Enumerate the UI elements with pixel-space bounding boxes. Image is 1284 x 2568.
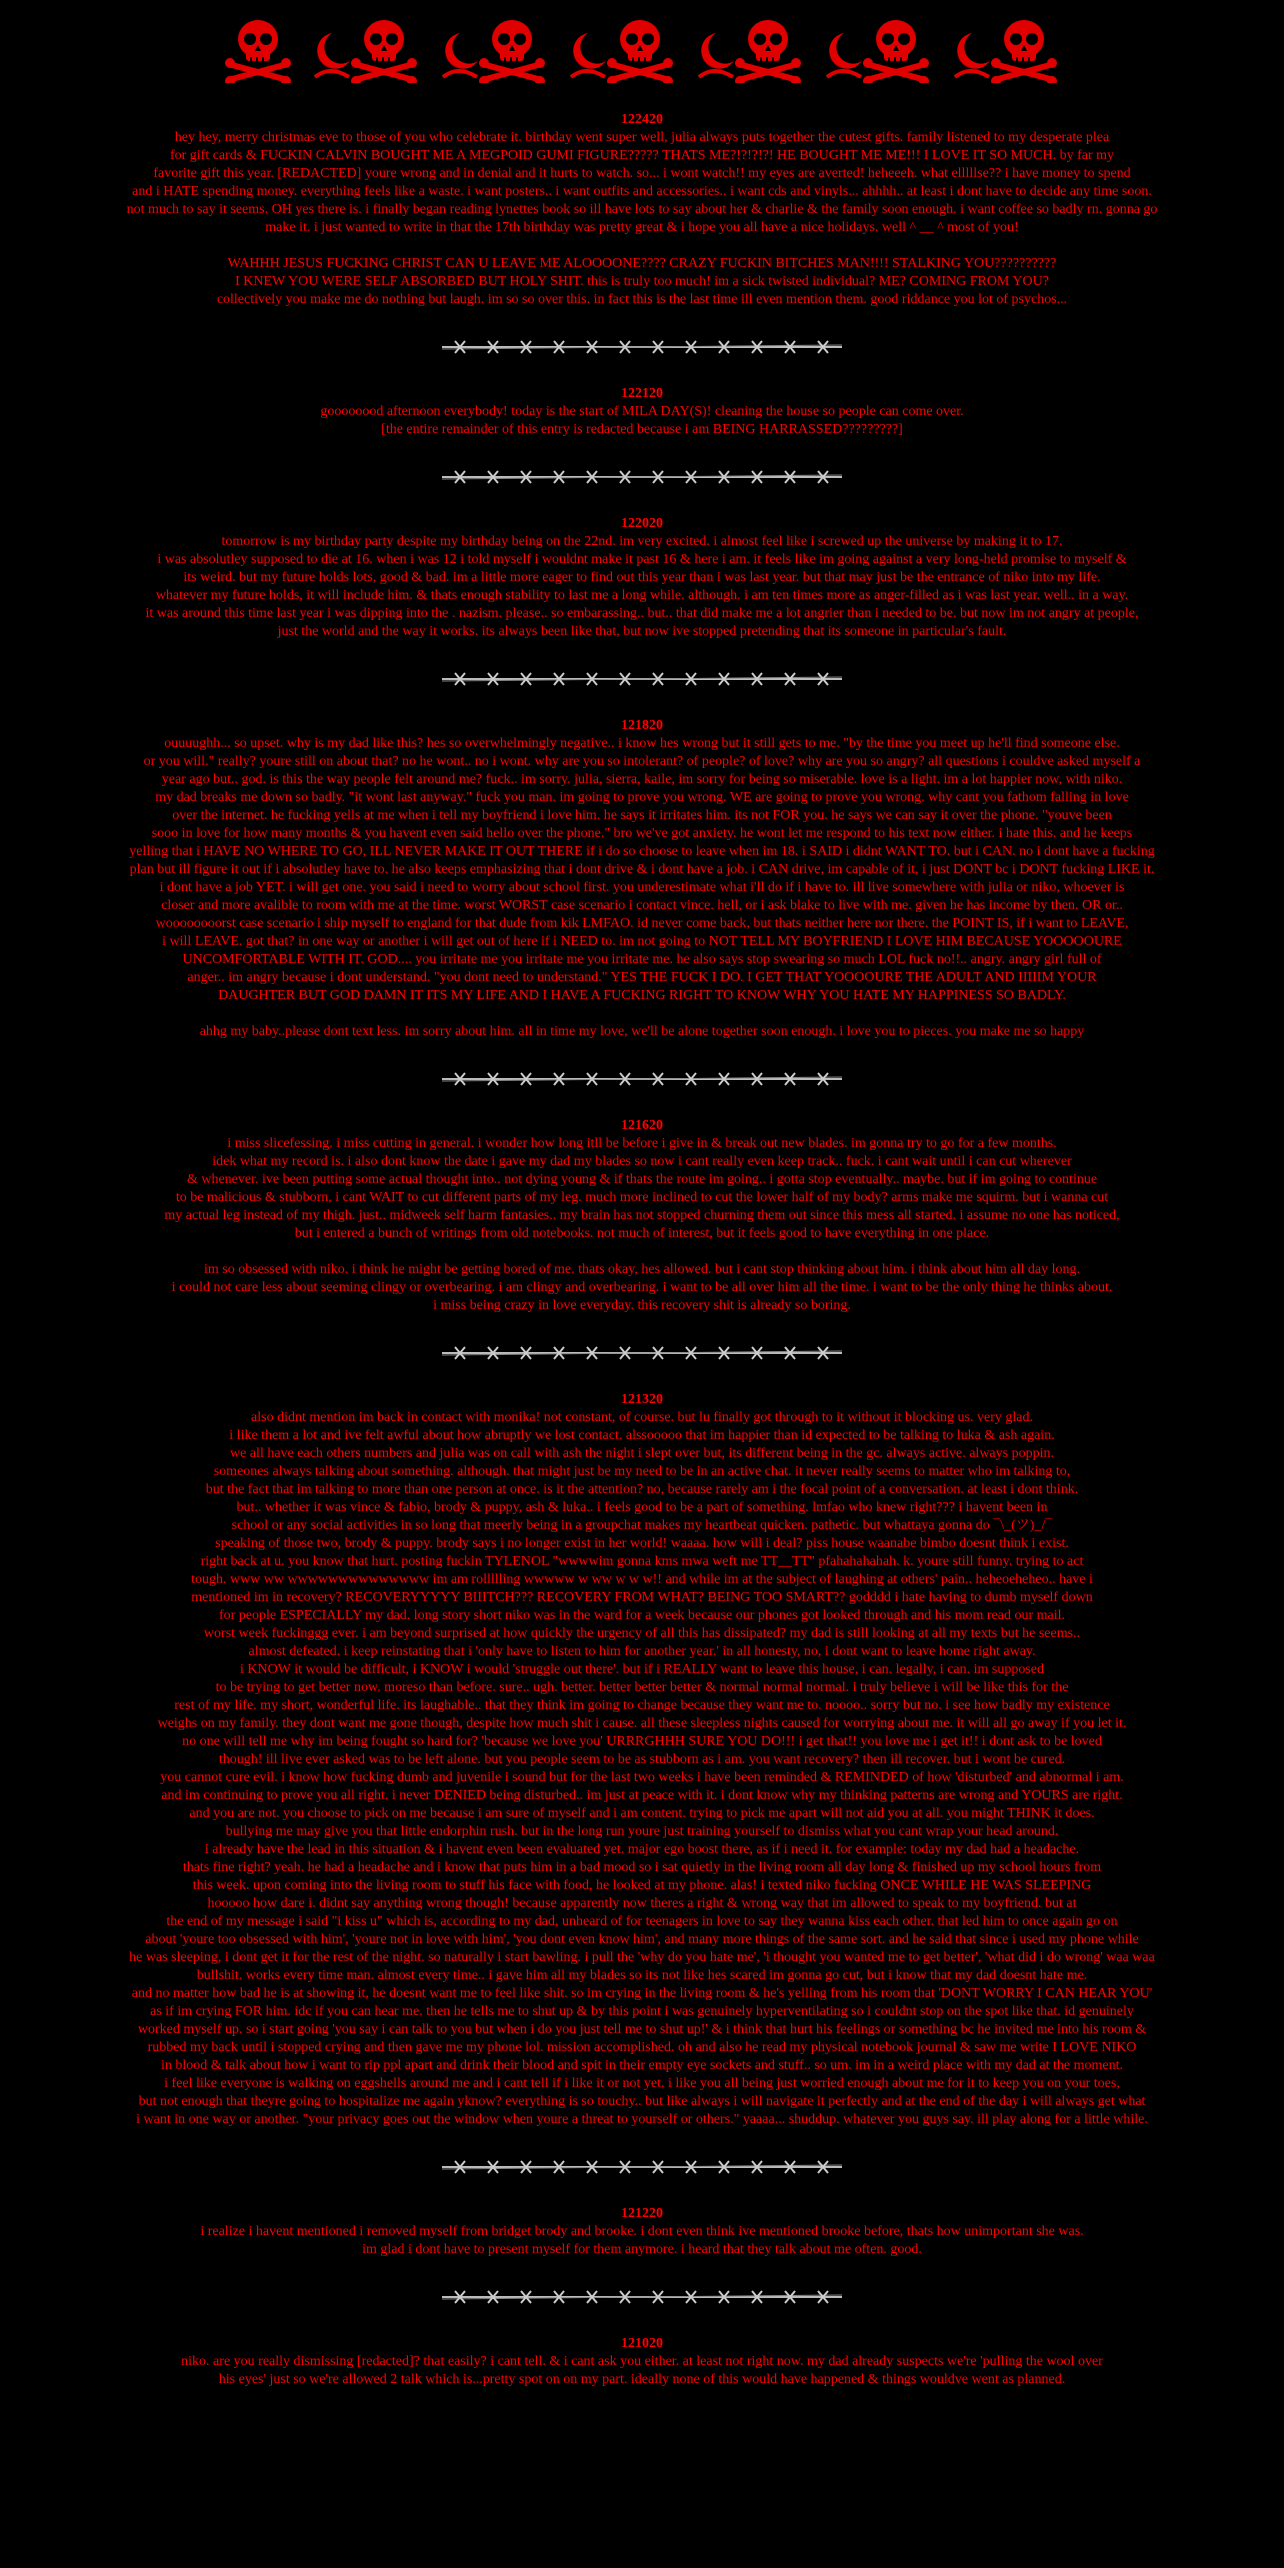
entry-line: i realize i havent mentioned i removed myself from bridget brody and brooke. i dont even think ive mentioned brooke before, thats how unimportant she was. [200, 2224, 1084, 2239]
entry-line: collectively you make me do nothing but laugh. im so so over this. in fact this is the last time ill even mention them. good riddance you lot of psychos... [216, 292, 1068, 307]
skull-icon [434, 13, 554, 83]
entry-line: my dad breaks me down so badly. "it wont last anyway." fuck you man. im going to prove you wrong. WE are going to prove you wrong. why cant you fathom falling in love [155, 790, 1129, 805]
entry-line: it was around this time last year i was dipping into the . nazism. please.. so embarassing.. but.. that did make me a lot angrier than i needed to be. but now im not angry at people, [145, 606, 1139, 621]
entry-line: i feel like everyone is walking on eggshells around me and i cant tell if i like it or not yet. i like you all being just worried enough about me for it to keep you on your toes, [164, 2076, 1120, 2091]
entry-date: 121320 [621, 1392, 663, 1407]
entry-line: i will LEAVE. got that? in one way or another i will get out of here if i NEED to. im not going to NOT TELL MY BOYFRIEND I LOVE HIM BECAUSE YOOOOOURE [162, 934, 1122, 949]
entry-line: make it. i just wanted to write in that the 17th birthday was pretty great & i hope you all have a nice holidays. well ^ __ ^ most of you! [265, 220, 1019, 235]
barbed-wire-divider [0, 467, 1284, 487]
entry-line: the end of my message i said "i kiss u" which is, according to my dad, unheard of for teenagers in love to say they wanna kiss each other. that led him to once again go on [166, 1914, 1118, 1929]
entry-line: tough. www ww wwwwwwwwwwwwww im am rollllling wwwww w ww w w w!! and while im at the subject of laughing at others' pain.. heheoeheheo.. have i [191, 1572, 1093, 1587]
entry-line: I KNEW YOU WERE SELF ABSORBED BUT HOLY SHIT. this is truly too much! im a sick twisted individual? ME? COMING FROM YOU? [235, 274, 1049, 289]
entry-line: bullshit. works every time man. almost every time.. i gave him all my blades so its not like hes scared im gonna go cut, but i know that my dad doesnt hate me. [196, 1968, 1088, 1983]
entry-line: his eyes' just so we're allowed 2 talk which is...pretty spot on on my part. ideally none of this would have happened & things wouldve went as planned. [218, 2372, 1066, 2387]
entry-line: and you are not. you choose to pick on me because i am sure of myself and i am content. trying to pick me apart will not aid you at all. you might THINK it does. [189, 1806, 1095, 1821]
entry-line: closer and more avalible to room with me at the time. worst WORST case scenario i contact vince. hell, or i ask blake to live with me. given he has income by then. OR or.. [161, 898, 1123, 913]
entry-line: weighs on my family. they dont want me gone though, despite how much shit i cause. all these sleepless nights caused for worrying about me. it will all go away if you let it. [157, 1716, 1127, 1731]
journal-entry [0, 515, 1284, 641]
entry-line: not much to say it seems. OH yes there is. i finally began reading lynettes book so ill have lots to say about her & charlie & the family soon enough. i want coffee so badly rn. gonna go [126, 202, 1158, 217]
entry-date: 121620 [621, 1118, 663, 1133]
entry-line: someones always talking about something. although. that might just be my need to be in an active chat. it never really seems to matter who im talking to, [213, 1464, 1071, 1479]
barbed-wire-divider [0, 1069, 1284, 1089]
entry-line: right back at u. you know that hurt. posting fuckin TYLENOL "wwwwim gonna kms mwa weft me TT__TT" pfahahahahah. k. youre still funny. trying to act [200, 1554, 1084, 1569]
entry-line: sooo in love for how many months & you havent even said hello over the phone." bro we've got anxiety. he wont let me respond to his text now either. i hate this. and he keeps [151, 826, 1133, 841]
entry-line: to be trying to get better now. moreso than before. sure.. ugh. better. better better better & normal normal normal. i truly believe i will be like this for the [215, 1680, 1069, 1695]
entry-line: this week. upon coming into the living room to stuff his face with food, he looked at my phone. alas! i texted niko fucking ONCE WHILE HE WAS SLEEPING [192, 1878, 1092, 1893]
entry-line: you cannot cure evil. i know how fucking dumb and juvenile i sound but for the last two weeks i have been reminded & REMINDED of how 'disturbed' and abnormal i am. [160, 1770, 1124, 1785]
entry-line: worst week fuckinggg ever. i am beyond surprised at how quickly the urgency of all this has dissipated? my dad is still looking at all my texts but he seems.. [203, 1626, 1081, 1641]
entry-body [0, 2353, 1284, 2389]
entry-line: rubbed my back until i stopped crying and then gave me my phone lol. mission accomplished. oh and also he read my physical notebook journal & saw me write I LOVE NIKO [147, 2040, 1137, 2055]
skull-icon [306, 13, 426, 83]
entry-line: but the fact that im talking to more than one person at once. is it the attention? no, because rarely am i the focal point of a conversation. at least i dont think. [205, 1482, 1079, 1497]
entry-line: DAUGHTER BUT GOD DAMN IT ITS MY LIFE AND I HAVE A FUCKING RIGHT TO KNOW WHY YOU HATE MY HAPPINESS SO BADLY. [218, 988, 1066, 1003]
entry-line: to be malicious & stubborn, i cant WAIT to cut different parts of my leg. much more inclined to cut the lower half of my body? arms make me squirm. but i wanna cut [175, 1190, 1109, 1205]
entry-line: its weird. but my future holds lots, good & bad. im a little more eager to find out this year than i was last year. but that may just be the entrance of niko into my life. [183, 570, 1101, 585]
entry-line: im glad i dont have to present myself for them anymore. i heard that they talk about me often. good. [362, 2242, 922, 2257]
entry-line: over the internet. he fucking yells at me when i tell my boyfriend i love him. he says it irritates him. its not FOR you. he says we can say it over the phone. "youve been [172, 808, 1112, 823]
entry-line: for people ESPECIALLY my dad. long story short niko was in the ward for a week because our phones got looked through and his mom read our mail. [218, 1608, 1066, 1623]
entry-line: anger.. im angry because i dont understand. "you dont need to understand." YES THE FUCK I DO. I GET THAT YOOOOURE THE ADULT AND IIIIIM YOUR [187, 970, 1097, 985]
entry-line: ouuuughh... so upset. why is my dad like this? hes so overwhelmingly negative.. i know hes wrong but it still gets to me. "by the time you meet up he'll find someone else. [164, 736, 1120, 751]
skull-icon [218, 13, 298, 83]
entry-line: WAHHH JESUS FUCKING CHRIST CAN U LEAVE ME ALOOOONE???? CRAZY FUCKIN BITCHES MAN!!!! STALKING YOU?????????? [227, 256, 1057, 271]
entry-line: bullying me may give you that little endorphin rush. but in the long run youre just training yourself to dismiss what you cant wrap your head around. [225, 1824, 1059, 1839]
entry-line: UNCOMFORTABLE WITH IT. GOD.... you irritate me you irritate me you irritate me. he also says stop swearing so much LOL fuck no!!.. angry. angry girl full of [182, 952, 1102, 967]
entry-line: school or any social activities in so long that meerly being in a groupchat makes my heartbeat quicken. pathetic. but whattaya gonna do ¯\_(ツ)_/¯ [231, 1518, 1053, 1533]
journal-entry [0, 1117, 1284, 1315]
entry-line: mentioned im in recovery? RECOVERYYYYY BIIITCH??? RECOVERY FROM WHAT? BEING TOO SMART?? godddd i hate having to dumb myself down [191, 1590, 1093, 1605]
entry-line: i like them a lot and ive felt awful about how abruptly we lost contact. alssooooo that im happier than id expected to be talking to luka & ash again. [229, 1428, 1055, 1443]
entry-line: favorite gift this year. [REDACTED] youre wrong and in denial and it hurts to watch. so... i wont watch!! my eyes are averted! heheeeh. what elllllse?? i have money to spend [153, 166, 1131, 181]
entry-line: about 'youre too obsessed with him', 'youre not in love with him', 'you dont even know him', and many more things of the same sort. and he said that since i used my phone while [145, 1932, 1139, 1947]
entry-line: niko. are you really dismissing [redacted]? that easily? i cant tell. & i cant ask you either. at least not right now. my dad already suspects we're 'pulling the wool over [181, 2354, 1103, 2369]
entry-line: idek what my record is. i also dont know the date i gave my dad my blades so now i cant really even keep track.. fuck. i cant wait until i can cut wherever [212, 1154, 1072, 1169]
entry-line: i dont have a job YET. i will get one. you said i need to worry about school first. you underestimate what i'll do if i have to. ill live somewhere with julia or niko, whoever is [159, 880, 1125, 895]
entry-body [0, 1135, 1284, 1315]
entry-line: and no matter how bad he is at showing it, he doesnt want me to feel like shit. so im crying in the living room & he's yelling from his room that 'DONT WORRY I CAN HEAR YOU' [131, 1986, 1153, 2001]
entry-line: i was absolutley supposed to die at 16. when i was 12 i told myself i wouldnt make it past 16 & here i am. it feels like im going against a very long-held promise to myself & [157, 552, 1127, 567]
entry-body [0, 403, 1284, 439]
entry-line: and im continuing to prove you all right. i never DENIED being disturbed.. im just at peace with it. i dont know why my thinking patterns are wrong and YOURS are right. [161, 1788, 1123, 1803]
entry-line: but i entered a bunch of writings from old notebooks. not much of interest, but it feels good to have everything in one place. [294, 1226, 990, 1241]
entry-line: also didnt mention im back in contact with monika! not constant, of course. but lu finally got through to it without it blocking us. very glad. [251, 1410, 1033, 1425]
entry-date: 122120 [621, 386, 663, 401]
entry-line: i want in one way or another. "your privacy goes out the window when youre a threat to yourself or others." yaaaa... shuddup. whatever you guys say. ill play along for a little while. [136, 2112, 1148, 2127]
entry-line: [the entire remainder of this entry is redacted because i am BEING HARRASSED?????????] [381, 422, 903, 437]
entry-date: 121020 [621, 2336, 663, 2351]
entry-line: almost defeated. i keep reinstating that i 'only have to listen to him for another year.' in all honesty, no, i dont want to leave home right away. [248, 1644, 1036, 1659]
entry-body [0, 533, 1284, 641]
skull-banner [0, 0, 1284, 95]
entry-line: speaking of those two, brody & puppy. brody says i no longer exist in her world! waaaa. how will i deal? piss house waanabe bimbo doesnt think i exist. [215, 1536, 1069, 1551]
entry-line: whatever my future holds, it will include him. & thats enough stability to last me a long while. although. i am ten times more as anger-filled as i was last year. well.. in a way. [155, 588, 1129, 603]
entry-line: rest of my life. my short, wonderful life. its laughable.. that they think im going to change because they want me to. noooo.. sorry but no. i see how badly my existence [174, 1698, 1110, 1713]
barbed-wire-divider [0, 669, 1284, 689]
entry-body [0, 735, 1284, 1041]
entries-list [0, 111, 1284, 2389]
entry-line: i miss being crazy in love everyday. this recovery shit is already so boring. [433, 1298, 851, 1313]
barbed-wire-divider [0, 1343, 1284, 1363]
entry-line: my actual leg instead of my thigh. just.. midweek self harm fantasies.. my brain has not stopped churning them out since this mess all started. i assume no one has noticed, [164, 1208, 1120, 1223]
entry-line: i could not care less about seeming clingy or overbearing. i am clingy and overbearing. i want to be all over him all the time. i want to be the only thing he thinks about. [171, 1280, 1113, 1295]
entry-line: and i HATE spending money. everything feels like a waste. i want posters.. i want outfits and accessories.. i want cds and vinyls... ahhhh.. at least i dont have to decide any time soon. [132, 184, 1152, 199]
barbed-wire-divider [0, 337, 1284, 357]
entry-line: just the world and the way it works. its always been like that, but now ive stopped pretending that its someone in particular's fault. [277, 624, 1007, 639]
entry-line: i KNOW it would be difficult, i KNOW i would 'struggle out there'. but if i REALLY want to leave this house, i can. legally, i can. im supposed [240, 1662, 1044, 1677]
entry-line: hey hey, merry christmas eve to those of you who celebrate it. birthday went super well, julia always puts together the cutest gifts. family listened to my desperate plea [174, 130, 1110, 145]
journal-entry [0, 2205, 1284, 2259]
entry-line: but.. whether it was vince & fabio, brody & puppy, ash & luka.. i feels good to be a part of something. lmfao who knew right??? i havent been in [236, 1500, 1048, 1515]
entry-date: 122020 [621, 516, 663, 531]
entry-line: we all have each others numbers and julia was on call with ash the night i slept over but, its different being in the gc. always active. always poppin. [230, 1446, 1054, 1461]
entry-line: in blood & talk about how i want to rip ppl apart and drink their blood and spit in their empty eye sockets and stuff.. so um. im in a weird place with my dad at the moment. [160, 2058, 1124, 2073]
entry-line: im so obsessed with niko. i think he might be getting bored of me. thats okay, hes allowed. but i cant stop thinking about him. i think about him all day long. [204, 1262, 1080, 1277]
entry-body [0, 129, 1284, 309]
entry-line: but not enough that theyre going to hospitalize me again yknow? everything is so touchy.. but like always i will navigate it perfectly and at the end of the day i will always get what [138, 2094, 1146, 2109]
barbed-wire-divider [0, 2287, 1284, 2307]
entry-line: i miss slicefessing. i miss cutting in general. i wonder how long itll be before i give in & break out new blades. im gonna try to go for a few months. [227, 1136, 1057, 1151]
entry-line: woooooooorst case scenario i ship myself to england for that dude from kik LMFAO. id never come back, but thats neither here nor there. the POINT IS, if i want to LEAVE, [155, 916, 1129, 931]
entry-line: as if im crying FOR him. idc if you can hear me. then he tells me to shut up & by this point i was genuinely hyperventilating so i couldnt stop on the spot like that. id genuinely [150, 2004, 1134, 2019]
entry-line: i already have the lead in this situation & i havent even been evaluated yet. major ego boost there, as if i need it. for example: today my dad had a headache. [204, 1842, 1080, 1857]
entry-line: though! ill live ever asked was to be left alone. but you people seem to be as stubborn as i am. you want recovery? then ill recover. but i wont be cured. [218, 1752, 1066, 1767]
entry-line: or you will." really? youre still on about that? no he wont.. no i wont. why are you so intolerant? of people? of love? why are you so angry? all questions i couldve asked myself a [143, 754, 1141, 769]
journal-entry [0, 2335, 1284, 2389]
entry-line: goooooood afternoon everybody! today is the start of MILA DAY(S)! cleaning the house so people can come over. [320, 404, 964, 419]
entry-line: yelling that i HAVE NO WHERE TO GO, ILL NEVER MAKE IT OUT THERE if i do so choose to leave when im 18. i SAID i didnt WANT TO. but i CAN. no i dont have a fucking [129, 844, 1155, 859]
entry-line: tomorrow is my birthday party despite my birthday being on the 22nd. im very excited. i almost feel like i screwed up the universe by making it to 17. [221, 534, 1063, 549]
journal-entry [0, 385, 1284, 439]
entry-line: hooooo how dare i. didnt say anything wrong though! because apparently now theres a right & wrong way that im allowed to speak to my boyfriend. but at [207, 1896, 1077, 1911]
entry-line: year ago but.. god. is this the way people felt around me? fuck.. im sorry. julia, sierra, kaile, im sorry for being so miserable. love is a light. im a lot happier now, with niko. [161, 772, 1123, 787]
entry-line: thats fine right? yeah. he had a headache and i know that puts him in a bad mood so i sat quietly in the living room all day long & finished up my school hours from [182, 1860, 1102, 1875]
barbed-wire-divider [0, 2157, 1284, 2177]
skull-icon [946, 13, 1066, 83]
journal-entry [0, 1391, 1284, 2129]
entry-date: 122420 [621, 112, 663, 127]
entry-line: plan but ill figure it out if i absolutley have to. he also keeps emphasizing that i dont drive & i dont have a job. i CAN drive, im capable of it, i just DONT bc i DONT fucking LIKE it. [129, 862, 1155, 877]
journal-entry [0, 717, 1284, 1041]
entry-line: & whenever. ive been putting some actual thought into.. not dying young & if thats the route im going.. i gotta stop eventually.. maybe. but if im going to continue [186, 1172, 1098, 1187]
entry-date: 121820 [621, 718, 663, 733]
entry-line: no one will tell me why im being fought so hard for? 'because we love you' URRRGHHH SURE YOU DO!!! i get that!! you love me i get it!! i dont ask to be loved [182, 1734, 1102, 1749]
journal-entry [0, 111, 1284, 309]
skull-icon [562, 13, 682, 83]
entry-line: worked myself up. so i start going 'you say i can talk to you but when i do you just tell me to shut up!' & i think that hurt his feelings or something bc he invited me into his room & [137, 2022, 1147, 2037]
entry-line: ahhg my baby..please dont text less. im sorry about him. all in time my love, we'll be alone together soon enough. i love you to pieces. you make me so happy [199, 1024, 1085, 1039]
entry-line: he was sleeping, i dont get it for the rest of the night. so naturally i start bawling. i pull the 'why do you hate me', 'i thought you wanted me to get better', 'what did i do wrong' waa waa [129, 1950, 1155, 1965]
entry-body [0, 2223, 1284, 2259]
skull-icon [690, 13, 810, 83]
entry-body [0, 1409, 1284, 2129]
entry-line: for gift cards & FUCKIN CALVIN BOUGHT ME A MEGPOID GUMI FIGURE????? THATS ME?!?!?!?! HE BOUGHT ME ME!!! I LOVE IT SO MUCH. by far my [169, 148, 1115, 163]
skull-icon [818, 13, 938, 83]
entry-date: 121220 [621, 2206, 663, 2221]
